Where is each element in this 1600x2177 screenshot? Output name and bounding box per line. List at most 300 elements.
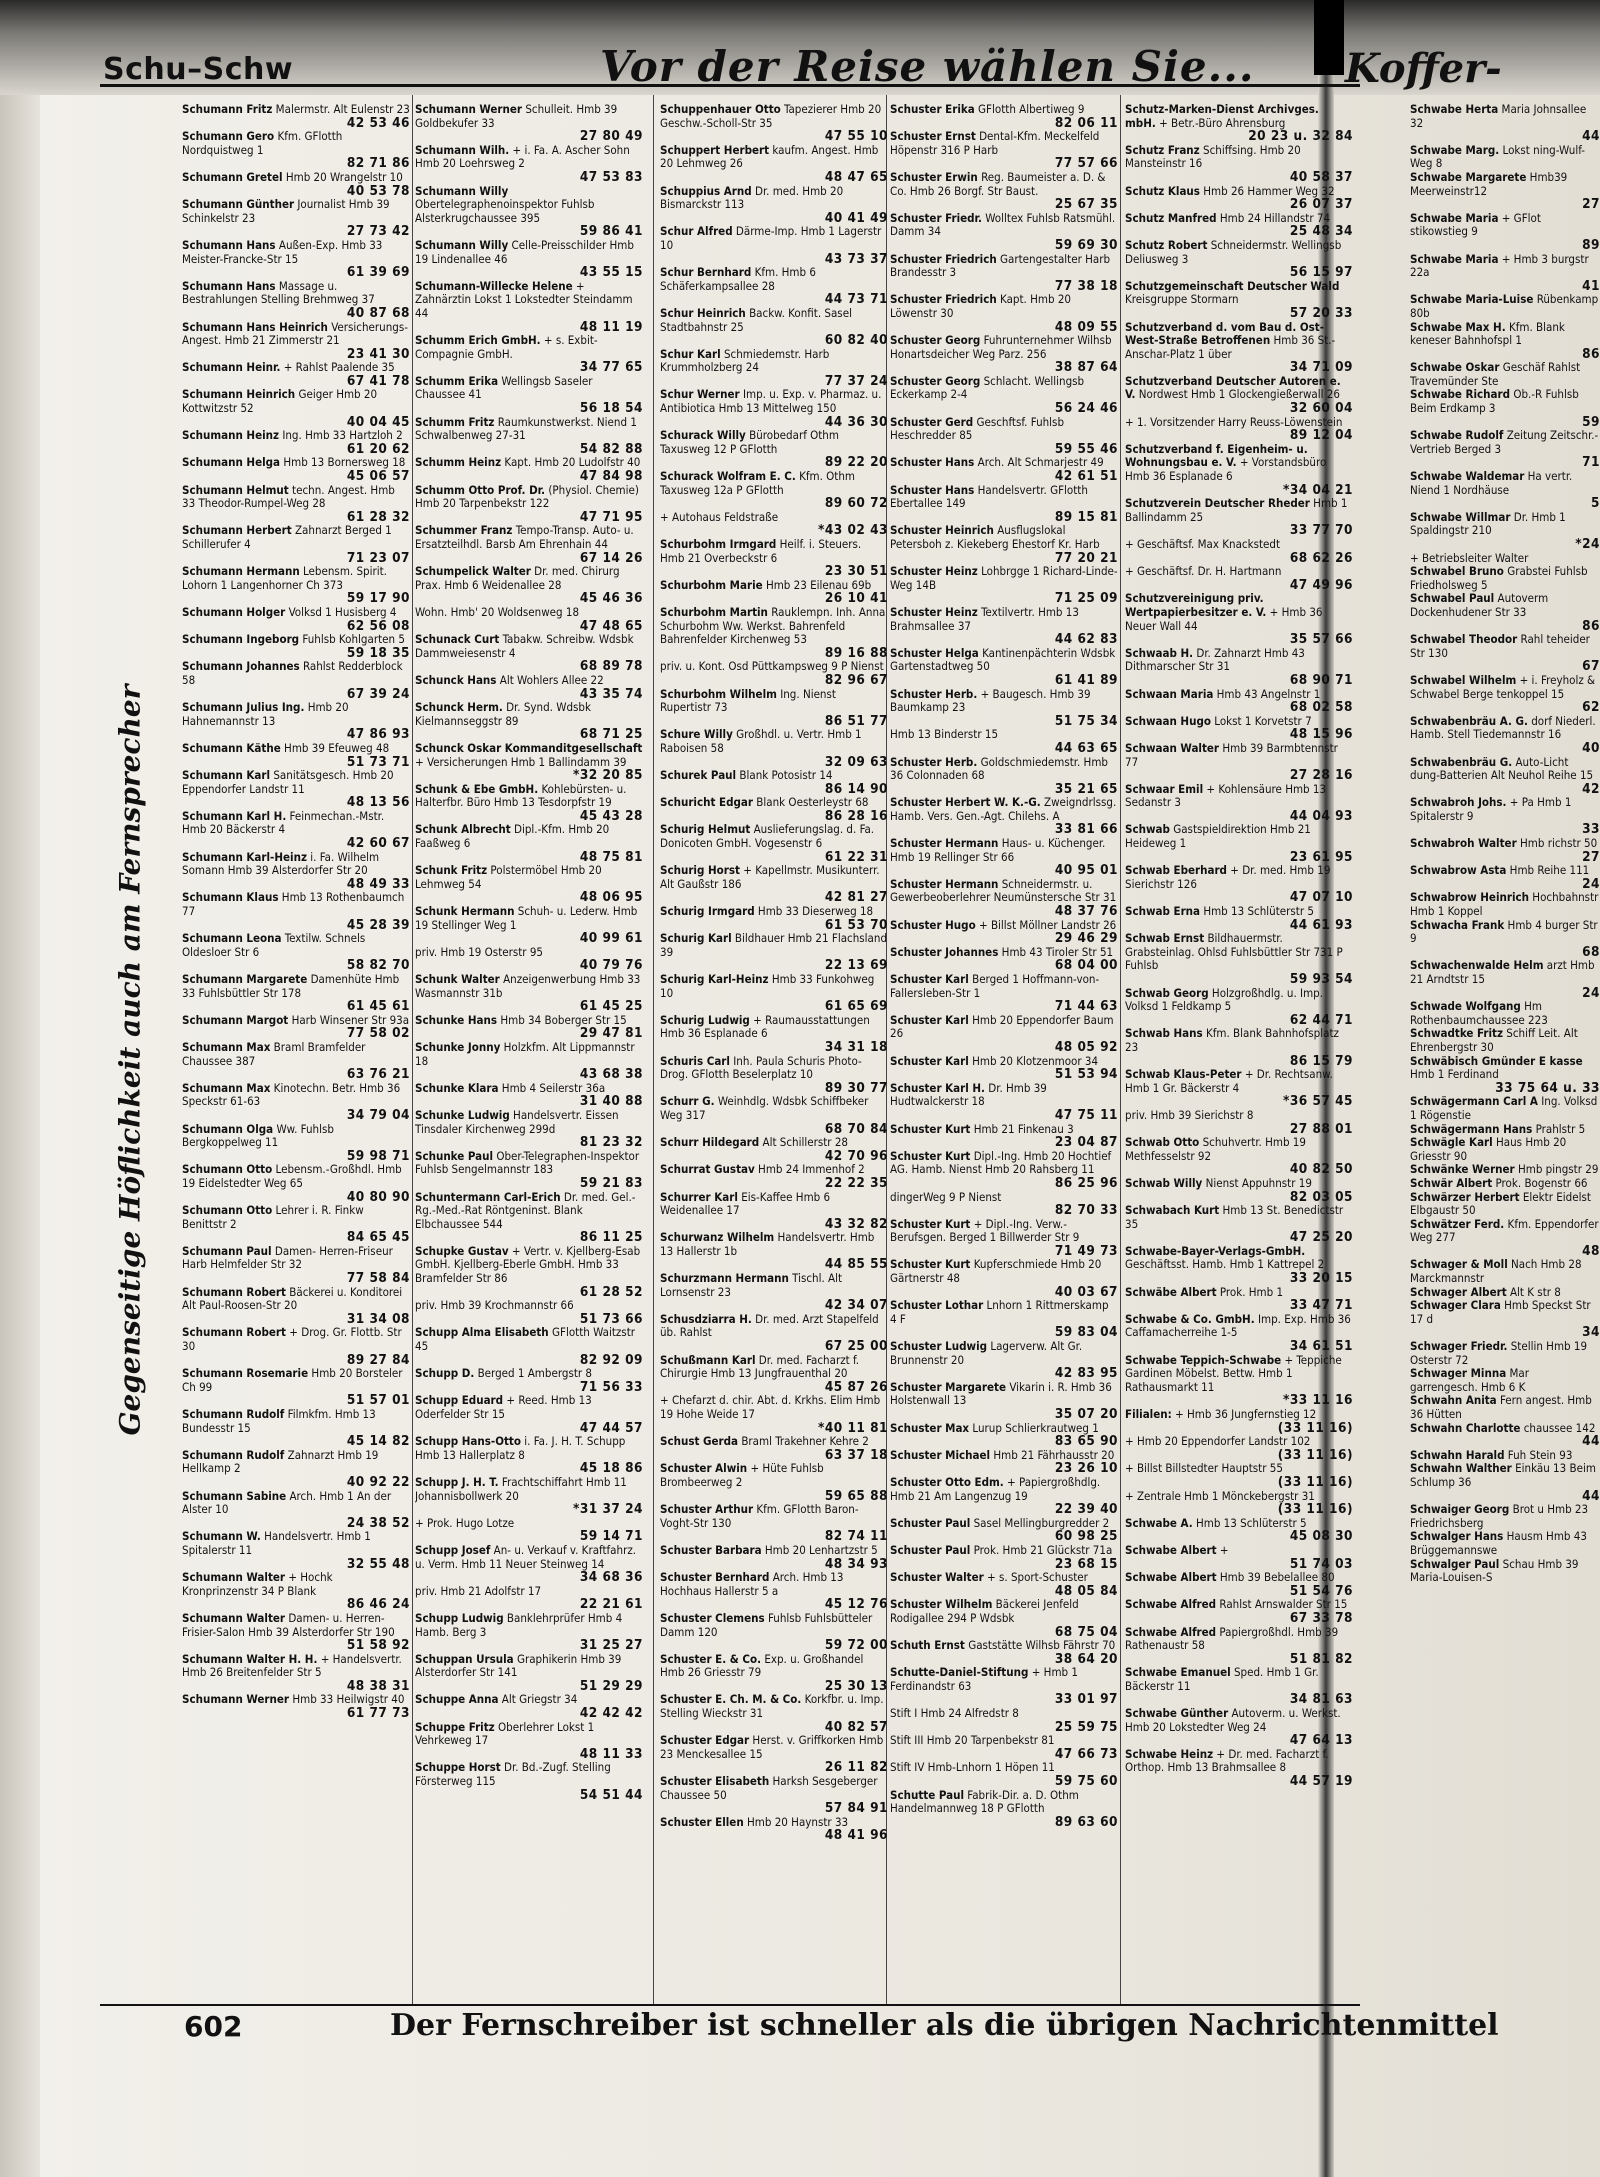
entry-name: Schuster Helga <box>890 645 979 660</box>
entry-detail: Schuh- u. Lederw. Hmb 19 Stellinger Weg 1 <box>415 904 638 932</box>
entry-name: Schumann Rosemarie <box>182 1366 309 1381</box>
directory-entry <box>660 1503 888 1544</box>
entry-name: Schurwanz Wilhelm <box>660 1230 775 1245</box>
directory-entry <box>415 1517 643 1544</box>
entry-detail: Celle-Preisschilder Hmb 19 Lindenallee 46 <box>415 237 634 266</box>
entry-phone: 43 35 74 <box>579 685 643 702</box>
entry-name: Schur Bernhard <box>660 265 752 280</box>
entry-name: Schurig Irmgard <box>660 904 755 919</box>
entry-detail: Gartengestalter Harb Brandesstr 3 <box>890 251 1111 280</box>
directory-entry <box>182 1014 410 1041</box>
directory-entry <box>182 1245 410 1286</box>
directory-entry <box>415 484 643 525</box>
directory-entry <box>660 579 888 606</box>
entry-detail: + Chefarzt d. chir. Abt. d. Krkhs. Elim Hmb 19 Hohe Weide 17 <box>660 1393 881 1421</box>
entry-phone: *24 <box>1575 536 1600 552</box>
entry-name: Schupp Josef <box>415 1542 491 1557</box>
directory-entry <box>1410 1163 1600 1177</box>
entry-detail: + Geschäftsf. Dr. H. Hartmann <box>1125 564 1282 579</box>
entry-phone: 81 23 32 <box>579 1134 643 1151</box>
entry-phone: 59 83 04 <box>1054 1324 1118 1341</box>
entry-detail: Dr. Hmb 39 Hudtwalckerstr 18 <box>890 1080 1047 1109</box>
directory-entry <box>415 1761 643 1802</box>
entry-name: Schurrat Gustav <box>660 1162 755 1177</box>
entry-detail: Gastspieldirektion Hmb 21 Heideweg 1 <box>1125 822 1311 851</box>
entry-detail: An- u. Verkauf v. Kraftfahrz. u. Verm. Hmb 11 Neuer Steinweg 14 <box>415 1542 637 1571</box>
entry-phone: 48 34 93 <box>824 1555 888 1572</box>
entry-detail: + Hmb 3 burgstr 22a <box>1410 251 1589 280</box>
entry-phone: 67 14 26 <box>579 549 643 566</box>
directory-entry <box>182 1286 410 1327</box>
entry-detail: Ober-Telegraphen-Inspektor Fuhlsb Sengelmannstr 183 <box>415 1148 640 1177</box>
entry-name: Schutzverein Deutscher Rheder <box>1125 496 1310 511</box>
entry-detail: + s. Sport-Schuster <box>987 1570 1088 1585</box>
entry-name: Schupp Alma Elisabeth <box>415 1325 549 1340</box>
entry-phone: 38 64 20 <box>1054 1650 1118 1667</box>
entry-detail: Haus Hmb 20 Griesstr 90 <box>1410 1135 1567 1163</box>
entry-name: Schuster Heinz <box>890 564 978 579</box>
directory-entry <box>182 973 410 1014</box>
entry-name: Schwab Otto <box>1125 1135 1200 1150</box>
directory-entry <box>1410 171 1600 212</box>
entry-phone: 47 25 20 <box>1289 1229 1353 1246</box>
directory-entry <box>415 674 643 701</box>
entry-name: Schuster Ludwig <box>890 1339 988 1354</box>
directory-entry <box>660 1313 888 1354</box>
directory-entry <box>415 905 643 946</box>
entry-detail: Schlacht. Wellingsb Eckerkamp 2-4 <box>890 373 1085 402</box>
entry-phone: 26 10 41 <box>824 590 888 607</box>
entry-detail: Journalist Hmb 39 Schinkelstr 23 <box>182 197 390 225</box>
directory-entry <box>1410 1000 1600 1027</box>
directory-entry <box>890 334 1118 375</box>
entry-name: Schumann Margot <box>182 1012 289 1027</box>
directory-entry <box>1125 932 1353 986</box>
entry-detail: Handelsvertr. Eissen Tinsdaler Kirchenweg 299d <box>415 1107 619 1136</box>
entry-name: Schumann Helga <box>182 455 281 470</box>
entry-name: Schwabe Oskar <box>1410 360 1500 375</box>
entry-name: Schurr Hildegard <box>660 1135 760 1150</box>
entry-name: Schwabrow Asta <box>1410 863 1507 878</box>
directory-entry <box>660 1163 888 1190</box>
entry-detail: Raumkunstwerkst. Niend 1 Schwalbenweg 27-31 <box>415 414 637 443</box>
entry-phone: 47 75 11 <box>1054 1106 1118 1123</box>
entry-name: Schurig Horst <box>660 863 740 878</box>
entry-name: Schurig Karl-Heinz <box>660 972 769 986</box>
entry-phone: 47 64 13 <box>1289 1732 1353 1749</box>
entry-detail: + Hmb 36 Neuer Wall 44 <box>1125 604 1323 633</box>
directory-entry <box>890 1123 1118 1150</box>
entry-phone: 61 45 25 <box>579 998 643 1015</box>
directory-entry <box>182 130 410 171</box>
entry-name: Schumann Gretel <box>182 169 283 184</box>
entry-phone: 42 <box>1582 780 1600 797</box>
entry-detail: + Hüte Fuhlsb Brombeerweg 2 <box>660 1461 824 1489</box>
entry-detail: Hmb 36 St.-Anschar-Platz 1 über <box>1125 333 1336 361</box>
entry-detail: Kfm. Eppendorfer Weg 277 <box>1410 1216 1599 1245</box>
directory-entry <box>1410 144 1600 171</box>
entry-detail: Außen-Exp. Hmb 33 Meister-Francke-Str 15 <box>182 237 383 266</box>
entry-detail: Damen- Herren-Friseur Harb Helmfelder Str 32 <box>182 1243 393 1272</box>
directory-entry <box>660 1462 888 1503</box>
directory-entry <box>1125 1571 1353 1598</box>
entry-detail: Hmb Speckst Str 17 d <box>1410 1298 1591 1326</box>
entry-name: Schunck Oskar Kommanditgesellschaft <box>415 740 643 755</box>
directory-entry <box>660 1435 888 1462</box>
directory-entry <box>1125 1435 1353 1462</box>
entry-phone: 44 <box>1582 1487 1600 1504</box>
directory-entry <box>182 280 410 321</box>
entry-phone: 24 38 52 <box>346 1514 410 1531</box>
entry-name: Schuster E. Ch. M. & Co. <box>660 1692 802 1707</box>
entry-detail: Berged 1 Hoffmann-von-Fallersleben-Str 1 <box>890 972 1100 1000</box>
entry-phone: 34 77 65 <box>579 359 643 376</box>
entry-detail: Alt Griegstr 34 <box>501 1692 578 1707</box>
entry-detail: + Hmb 36 Jungfernstieg 12 <box>1175 1407 1317 1421</box>
entry-name: Schuppe Anna <box>415 1692 499 1707</box>
entry-detail: Exp. u. Großhandel Hmb 26 Griesstr 79 <box>660 1651 864 1680</box>
entry-phone: 27 <box>1582 848 1600 865</box>
entry-phone: 61 20 62 <box>346 440 410 457</box>
entry-phone: 89 15 81 <box>1054 508 1118 525</box>
directory-entry <box>182 361 410 388</box>
directory-entry <box>1125 1027 1353 1068</box>
entry-name: Schuster Hans <box>890 455 975 470</box>
entry-phone: 23 26 10 <box>1054 1460 1118 1477</box>
entry-detail: + Dr. Rechtsanw. Hmb 1 Gr. Bäckerstr 4 <box>1125 1067 1333 1095</box>
entry-phone: 77 20 21 <box>1054 549 1118 566</box>
entry-phone: 82 92 09 <box>579 1351 643 1368</box>
entry-detail: Alt K str 8 <box>1509 1284 1561 1299</box>
entry-detail: + Autohaus Feldstraße <box>660 509 779 524</box>
entry-name: Schurig Karl <box>660 931 732 946</box>
directory-entry <box>660 348 888 389</box>
entry-detail: Arch. Alt Schmarjestr 49 <box>977 455 1104 470</box>
entry-phone: 86 14 90 <box>824 780 888 797</box>
entry-detail: Kapt. Hmb 20 Ludolfstr 40 <box>504 455 641 470</box>
entry-name: Schuster Karl <box>890 1012 969 1027</box>
column-rule <box>1120 95 1121 2005</box>
entry-detail: Autoverm Dockenhudener Str 33 <box>1410 591 1549 619</box>
entry-detail: Geschftsf. Fuhlsb Heschredder 85 <box>890 414 1065 443</box>
directory-entry <box>890 524 1118 565</box>
entry-name: Schumann Gero <box>182 129 275 144</box>
entry-detail: Fabrik-Dir. a. D. Othm Handelmannweg 18 P GFlotth <box>890 1787 1079 1816</box>
directory-entry <box>890 973 1118 1014</box>
entry-name: Schwabe Waldemar <box>1410 469 1525 484</box>
entry-phone: 32 55 48 <box>346 1555 410 1572</box>
directory-entry <box>660 1775 888 1816</box>
entry-detail: Rahl teheider Str 130 <box>1410 632 1590 660</box>
directory-entry <box>182 198 410 239</box>
entry-phone: 82 03 05 <box>1289 1188 1353 1205</box>
entry-detail: Hmb 43 Tiroler Str 51 <box>1001 944 1114 959</box>
directory-entry <box>890 946 1118 973</box>
entry-phone: 45 06 57 <box>346 468 410 485</box>
entry-phone: 68 90 71 <box>1289 671 1353 688</box>
directory-entry <box>1125 1490 1353 1517</box>
entry-name: Schwär Albert <box>1410 1175 1493 1190</box>
directory-entry <box>182 1041 410 1082</box>
entry-name: Schuppe Horst <box>415 1760 501 1775</box>
vertical-margin-slogan: Gegenseitige Höflichkeit auch am Fernsprecher <box>113 684 147 1436</box>
entry-phone: 44 63 65 <box>1054 739 1118 756</box>
directory-entry <box>890 1666 1118 1707</box>
entry-phone: 68 89 78 <box>579 658 643 675</box>
directory-entry <box>660 1612 888 1653</box>
directory-entry <box>415 1653 643 1694</box>
entry-detail: Mar garrengesch. Hmb 6 K <box>1410 1366 1530 1394</box>
directory-entry <box>415 1367 643 1394</box>
directory-entry <box>182 484 410 525</box>
entry-detail: Harb Winsener Str 93a <box>291 1012 410 1027</box>
directory-entry <box>415 973 643 1014</box>
directory-entry <box>1125 1748 1353 1789</box>
directory-entry <box>660 1136 888 1163</box>
entry-phone: 61 53 70 <box>824 916 888 933</box>
entry-name: Schwägle Karl <box>1410 1135 1493 1150</box>
entry-phone: 51 73 71 <box>346 753 410 770</box>
entry-phone: 44 73 71 <box>824 291 888 308</box>
entry-phone: 45 28 39 <box>346 916 410 933</box>
directory-entry <box>415 456 643 483</box>
entry-name: Schuster Hans <box>890 482 975 497</box>
directory-entry <box>1410 1462 1600 1503</box>
directory-entry <box>890 1761 1118 1788</box>
entry-name: Schwabe Maria-Luise <box>1410 292 1534 307</box>
entry-phone: 58 82 70 <box>346 957 410 974</box>
directory-entry <box>890 647 1118 688</box>
directory-entry <box>415 565 643 606</box>
entry-detail: Hmb 21 Finkenau 3 <box>973 1121 1074 1136</box>
entry-phone: 40 95 01 <box>1054 862 1118 879</box>
entry-detail: Ob.-R Fuhlsb Beim Erdkamp 3 <box>1410 387 1579 416</box>
entry-name: Schwacha Frank <box>1410 917 1505 932</box>
entry-phone: *36 57 45 <box>1282 1093 1353 1110</box>
entry-detail: Hmb 24 Immenhof 2 <box>758 1162 865 1177</box>
entry-detail: Zahnarzt Berged 1 Schillerufer 4 <box>182 523 392 551</box>
entry-name: Schupp Eduard <box>415 1393 504 1408</box>
entry-detail: Lnhorn 1 Rittmerskamp 4 F <box>890 1298 1109 1326</box>
entry-detail: Imp. u. Exp. v. Pharmaz. u. Antibiotica Hmb 13 Mittelweg 150 <box>660 387 882 416</box>
entry-phone: 54 51 44 <box>579 1786 643 1803</box>
entry-phone: 25 48 34 <box>1289 223 1353 240</box>
entry-name: Schumm Heinz <box>415 455 502 470</box>
entry-phone: 59 69 30 <box>1054 236 1118 253</box>
entry-phone: 42 60 67 <box>346 835 410 852</box>
directory-entry <box>182 1326 410 1367</box>
directory-entry <box>415 742 643 783</box>
directory-entry <box>415 375 643 416</box>
directory-entry <box>890 1258 1118 1299</box>
directory-entry <box>660 1231 888 1272</box>
directory-entry <box>415 701 643 742</box>
entry-detail: Zahnarzt Hmb 19 Hellkamp 2 <box>182 1447 379 1476</box>
entry-detail: Stift III Hmb 20 Tarpenbekstr 81 <box>890 1733 1055 1748</box>
entry-detail: Prok. Hmb 21 Glückstr 71a <box>973 1542 1113 1557</box>
entry-name: Schwab Eberhard <box>1125 863 1227 878</box>
entry-phone: 48 47 65 <box>824 168 888 185</box>
entry-phone: 24 <box>1582 984 1600 1001</box>
directory-entry <box>890 1517 1118 1544</box>
entry-phone: 77 38 18 <box>1054 277 1118 294</box>
entry-detail: Ww. Fuhlsb Bergkoppelweg 11 <box>182 1121 334 1150</box>
entry-name: Schwabenbräu A. G. <box>1410 713 1528 728</box>
entry-detail: Nach Hmb 28 Marckmannstr <box>1410 1257 1582 1286</box>
entry-phone: *31 37 24 <box>572 1501 643 1518</box>
entry-detail: + Dr. med. Facharzt f. Orthop. Hmb 13 Brahmsallee 8 <box>1125 1746 1329 1775</box>
directory-entry <box>1410 1299 1600 1340</box>
directory-entry <box>1410 388 1600 429</box>
directory-entry <box>415 1191 643 1245</box>
entry-phone: 59 75 60 <box>1054 1773 1118 1790</box>
entry-phone: 27 28 16 <box>1289 767 1353 784</box>
directory-entry <box>1410 919 1600 960</box>
scan-left-margin <box>0 95 40 2177</box>
entry-detail: + Betr.-Büro Ahrensburg <box>1159 115 1286 130</box>
entry-detail: Hmb 26 Hammer Weg 32 <box>1203 183 1335 198</box>
entry-phone: 43 68 38 <box>579 1066 643 1083</box>
entry-detail: + Hmb 20 Eppendorfer Landstr 102 <box>1125 1434 1311 1449</box>
entry-name: Schwätzer Ferd. <box>1410 1216 1505 1231</box>
directory-entry <box>415 1394 643 1435</box>
entry-phone: 25 30 13 <box>824 1677 888 1694</box>
entry-detail: + Zentrale Hmb 1 Mönckebergstr 31 <box>1125 1488 1315 1503</box>
entry-name: Schuster Gerd <box>890 414 974 429</box>
entry-detail: GFlotth Albertiweg 9 <box>978 103 1085 116</box>
entry-name: Schwabe Günther <box>1125 1706 1229 1721</box>
directory-entry <box>660 1272 888 1313</box>
entry-name: Schwabe Margarete <box>1410 169 1527 184</box>
entry-phone: 82 96 67 <box>824 671 888 688</box>
entry-detail: Backw. Konfit. Sasel Stadtbahnstr 25 <box>660 305 852 334</box>
entry-phone: 51 58 92 <box>346 1637 410 1654</box>
entry-detail: GFlotth Waitzstr 45 <box>415 1325 635 1354</box>
entry-name: Schwabe Emanuel <box>1125 1665 1231 1680</box>
directory-entry <box>182 810 410 851</box>
entry-name: Schupp D. <box>415 1366 475 1381</box>
directory-entry <box>415 1721 643 1762</box>
entry-name: Schuster Georg <box>890 333 981 348</box>
entry-name: Schuster Wilhelm <box>890 1597 993 1612</box>
entry-detail: Rauklempn. Inh. Anna Schurbohm Ww. Werkst. Bahrenfeld Bahrenfelder Kirchenweg 53 <box>660 604 886 647</box>
entry-name: Schuster Arthur <box>660 1502 754 1517</box>
entry-name: Schwaab H. <box>1125 645 1194 660</box>
entry-phone: 59 17 90 <box>346 590 410 607</box>
entry-name: Schuster Karl <box>890 1053 969 1068</box>
entry-detail: + Vorstandsbüro Hmb 36 Esplanade 6 <box>1125 455 1327 484</box>
directory-entry <box>890 565 1118 606</box>
entry-phone: 57 20 33 <box>1289 304 1353 321</box>
directory-entry <box>890 1150 1118 1191</box>
directory-entry <box>415 103 643 144</box>
directory-entry <box>1410 864 1600 891</box>
entry-phone: 82 70 33 <box>1054 1202 1118 1219</box>
directory-entry <box>1410 837 1600 864</box>
entry-name: Schwager Friedr. <box>1410 1339 1508 1354</box>
entry-phone: 68 71 25 <box>579 726 643 743</box>
entry-name: Schumann Hans <box>182 237 276 252</box>
entry-detail: Stift I Hmb 24 Alfredstr 8 <box>890 1706 1019 1721</box>
entry-detail: + Geschäftsf. Max Knackstedt <box>1125 537 1281 551</box>
entry-name: Schurbohm Wilhelm <box>660 686 777 701</box>
scan-black-bar <box>1314 0 1344 75</box>
directory-entry <box>182 1367 410 1408</box>
directory-entry <box>415 1150 643 1191</box>
entry-detail: Brot u Hmb 23 Friedrichsberg <box>1410 1502 1589 1530</box>
entry-phone: 47 44 57 <box>579 1419 643 1436</box>
directory-entry <box>890 1598 1118 1639</box>
entry-name: Schwabe Heinz <box>1125 1746 1214 1761</box>
entry-phone: 42 34 07 <box>824 1297 888 1314</box>
entry-detail: Hmb 21 Fährhausstr 20 <box>993 1447 1115 1462</box>
entry-phone: 33 <box>1582 821 1600 838</box>
entry-detail: Polstermöbel Hmb 20 Lehmweg 54 <box>415 863 602 891</box>
entry-phone: 34 31 18 <box>824 1038 888 1055</box>
directory-entry <box>1410 1394 1600 1421</box>
entry-phone: 60 98 25 <box>1054 1528 1118 1545</box>
entry-phone: 44 57 19 <box>1289 1773 1353 1790</box>
entry-name: Schupp Hans-Otto <box>415 1434 521 1449</box>
directory-entry <box>182 1082 410 1123</box>
entry-name: Schwabe & Co. GmbH. <box>1125 1311 1255 1326</box>
entry-phone: 51 29 29 <box>579 1677 643 1694</box>
entry-phone: 27 <box>1582 196 1600 213</box>
entry-detail: Maria Johnsallee 32 <box>1410 103 1587 130</box>
entry-phone: 48 11 33 <box>579 1745 643 1762</box>
directory-entry <box>415 1299 643 1326</box>
entry-detail: + Drog. Gr. Flottb. Str 30 <box>182 1325 402 1354</box>
entry-detail: Stift IV Hmb-Lnhorn 1 Höpen 11 <box>890 1760 1055 1775</box>
entry-detail: Versicherungs-Angest. Hmb 21 Zimmerstr 21 <box>182 319 408 348</box>
entry-name: Schumann Ingeborg <box>182 632 300 647</box>
entry-name: Schutte Paul <box>890 1787 964 1802</box>
entry-phone: 41 <box>1582 277 1600 294</box>
entry-phone: 42 61 51 <box>1054 468 1118 485</box>
entry-phone: 61 41 89 <box>1054 671 1118 688</box>
entry-phone: 77 37 24 <box>824 372 888 389</box>
entry-name: Schuster Kurt <box>890 1148 971 1163</box>
entry-name: Schummer Franz <box>415 523 513 538</box>
directory-entry <box>890 1789 1118 1830</box>
entry-phone: 62 <box>1582 699 1600 716</box>
entry-name: Schwaan Walter <box>1125 740 1220 755</box>
directory-entry <box>890 1422 1118 1449</box>
entry-phone: 40 87 68 <box>346 304 410 321</box>
entry-name: Schunke Hans <box>415 1012 498 1027</box>
entry-name: Schutzvereinigung priv. Wertpapierbesitzer e. V. <box>1125 591 1267 619</box>
entry-name: Schutz Klaus <box>1125 183 1200 198</box>
directory-entry <box>1410 1123 1600 1137</box>
directory-entry <box>890 1449 1118 1476</box>
entry-phone: 48 41 96 <box>824 1827 888 1844</box>
entry-phone: 47 48 65 <box>579 617 643 634</box>
directory-entry <box>1410 293 1600 320</box>
directory-entry <box>1410 1095 1600 1122</box>
entry-name: Schwabe Herta <box>1410 103 1499 116</box>
entry-phone: 31 40 88 <box>579 1093 643 1110</box>
entry-name: Schumann Hermann <box>182 564 300 579</box>
entry-phone: 42 70 96 <box>824 1147 888 1164</box>
entry-phone: 68 02 58 <box>1289 699 1353 716</box>
directory-entry <box>890 212 1118 253</box>
entry-phone: 67 41 78 <box>346 372 410 389</box>
directory-entry <box>182 1612 410 1653</box>
entry-detail: Hmb 13 Schlüterstr 5 <box>1195 1515 1307 1530</box>
entry-phone: 26 07 37 <box>1289 196 1353 213</box>
entry-phone: (33 11 16) <box>1277 1419 1353 1436</box>
entry-detail: Malermstr. Alt Eulenstr 23 <box>275 103 410 116</box>
